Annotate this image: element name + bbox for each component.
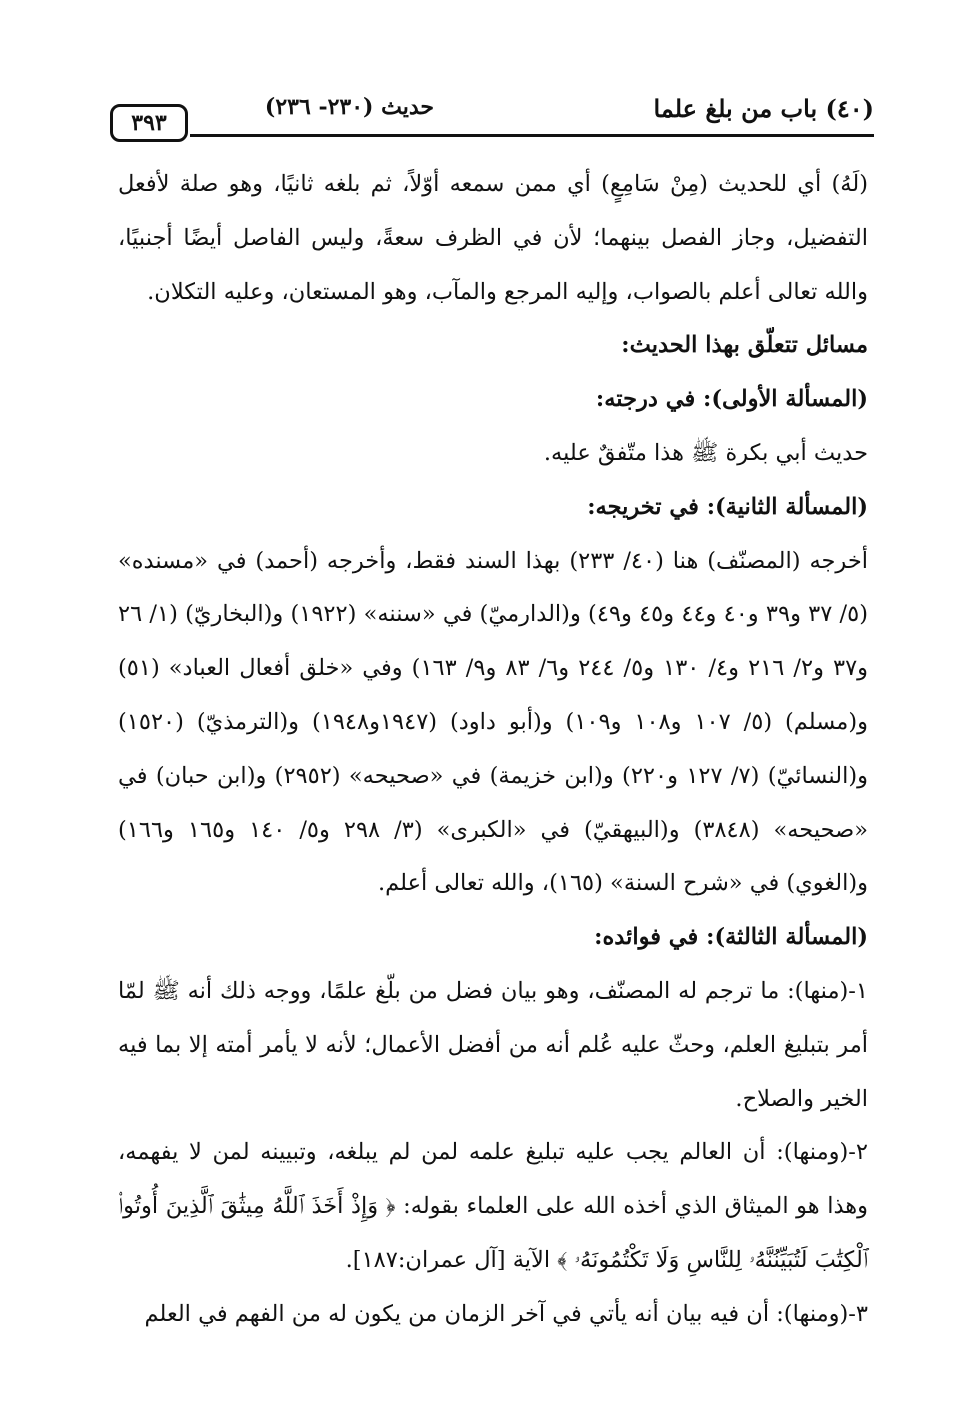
paragraph: ٣-(ومنها): أن فيه بيان أنه يأتي في آخر الزمان من يكون له من الفهم في العلم [144, 1300, 868, 1327]
header-rule [190, 134, 874, 137]
section-heading: مسائل تتعلّق بهذا الحديث: [621, 332, 868, 359]
chapter-title: (٤٠) باب من بلغ علما [653, 94, 874, 123]
hadith-range: حديث (٢٣٠- ٢٣٦) [264, 94, 434, 120]
paragraph: ٢-(ومنها): أن العالم يجب عليه تبليغ علمه لمن لم يبلغه، وتبيينه لمن لا يفهمه، وهذا هو الميثاق الذي أخذه الله على العلماء بقوله: ﴿ وَإِذْ أَخَذَ ٱللَّهُ مِيثَٰقَ ٱلَّذِينَ أُوتُوا۟ ٱلْكِتَٰبَ لَتُبَيِّنُنَّهُۥ لِلنَّاسِ وَلَا تَكْتُمُونَهُۥ ﴾ الآية [آل عمران:١٨٧]. [118, 1139, 868, 1273]
issue-heading: (المسألة الثالثة): في فوائده: [594, 924, 868, 951]
page-body [118, 158, 868, 1342]
paragraph: ١-(منها): ما ترجم له المصنّف، وهو بيان فضل من بلّغ علمًا، ووجه ذلك أنه ﷺ لمّا أمر بتبليغ العلم، وحثّ عليه عُلم أنه من أفضل الأعمال؛ لأنه لا يأمر أمته إلا بما فيه الخير والصلاح. [118, 977, 868, 1112]
paragraph: (لَهُ) أي للحديث (مِنْ سَامِعٍ) أي ممن سمعه أوّلاً، ثم بلغه ثانيًا، وهو صلة لأفعل التفضيل، وجاز الفصل بينهما؛ لأن في الظرف سعةً، وليس الفاصل أيضًا أجنبيًا، والله تعالى أعلم بالصواب، وإليه المرجع والمآب، وهو المستعان، وعليه التكلان. [118, 171, 868, 305]
paragraph: حديث أبي بكرة ﷺ هذا متّفقٌ عليه. [543, 439, 868, 466]
paragraph: أخرجه (المصنّف) هنا (٤٠/ ٢٣٣) بهذا السند فقط، وأخرجه (أحمد) في «مسنده» (٥/ ٣٧ و٣٩ و٤٠ و٤٤ و٤٥ و٤٩) و(الدارميّ) في «سننه» (١٩٢٢) و(البخاريّ) (١/ ٢٦ و٣٧ و٢/ ٢١٦ و٤/ ١٣٠ و٥/ ٢٤٤ و٦/ ٨٣ و٩/ ١٦٣) وفي «خلق أفعال العباد» (٥١) و(مسلم) (٥/ ١٠٧ و١٠٨ و١٠٩) و(أبو داود) (١٩٤٧و١٩٤٨) و(الترمذيّ) (١٥٢٠) و(النسائيّ) (٧/ ١٢٧ و٢٢٠) و(ابن خزيمة) في «صحيحه» (٢٩٥٢) و(ابن حبان) في «صحيحه» (٣٨٤٨) و(البيهقيّ) في «الكبرى» (٣/ ٢٩٨ و٥/ ١٤٠ و١٦٥ و١٦٦) و(الغوي) في «شرح السنة» (١٦٥)، والله تعالى أعلم. [118, 547, 869, 897]
issue-heading: (المسألة الثانية): في تخريجه: [587, 493, 868, 520]
page-number: ٣٩٣ [110, 104, 188, 142]
issue-heading: (المسألة الأولى): في درجته: [595, 386, 868, 413]
page-header [110, 88, 874, 140]
